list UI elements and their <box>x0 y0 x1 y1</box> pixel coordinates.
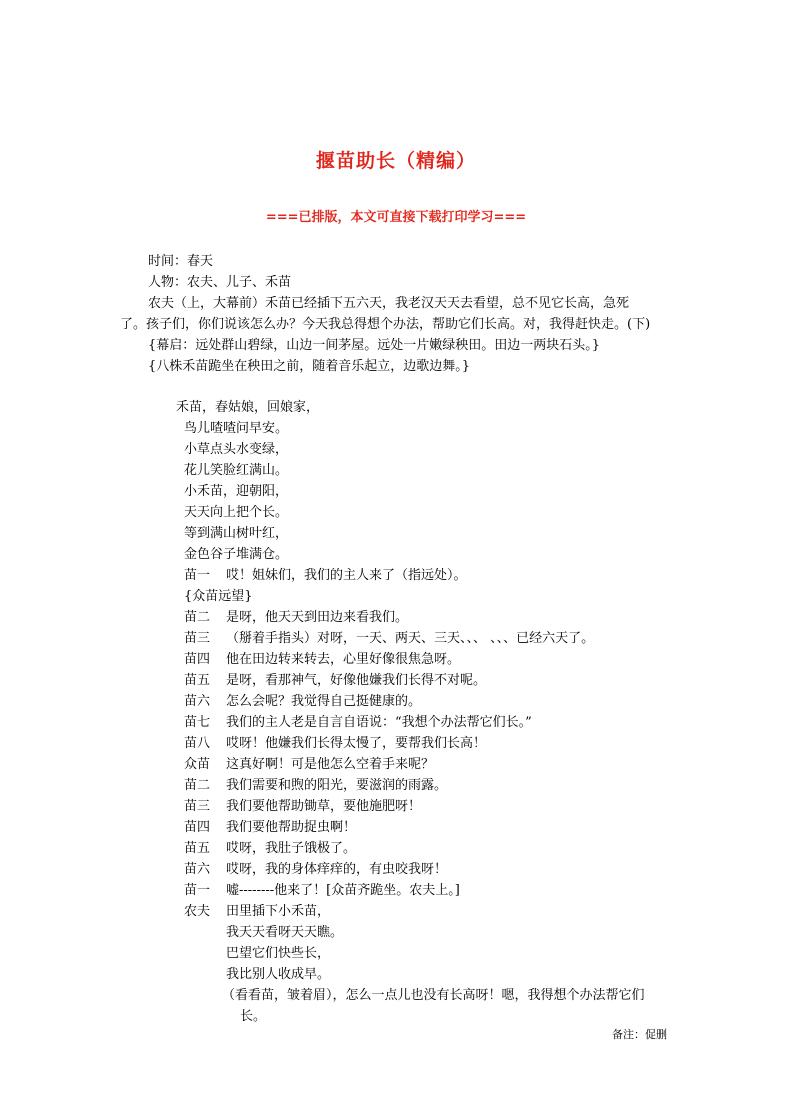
dialogue-line <box>184 589 253 605</box>
dialogue-text: （掰着手指头）对呀，一天、两天、三天、、、 、、、已经六天了。 <box>226 631 595 646</box>
intro-paragraph-line-2: 了。孩子们，你们说该怎么办？今天我总得想个办法，帮助它们长高。对，我得赶快走。(下) <box>120 317 651 332</box>
dialogue-text: 田里插下小禾苗， <box>226 904 331 919</box>
dialogue-text: 我们需要和煦的阳光，要滋润的雨露。 <box>226 778 448 793</box>
dialogue-line <box>184 610 408 626</box>
dialogue-text: 我们要他帮助锄草，要他施肥呀！ <box>226 799 422 814</box>
dialogue-line <box>184 736 486 752</box>
farmer-song-line: 长。 <box>240 1009 267 1024</box>
speaker-name: 苗七 <box>184 715 211 730</box>
dialogue-line <box>184 904 330 920</box>
speaker-name: 苗五 <box>184 673 211 688</box>
dialogue-line <box>184 799 421 815</box>
song-line: 金色谷子堆满仓。 <box>184 547 289 562</box>
dialogue-text: 哎呀，我肚子饿极了。 <box>226 841 357 856</box>
speaker-name: 苗六 <box>184 694 211 709</box>
document-title: 揠苗助长（精编） <box>315 150 476 172</box>
dialogue-line <box>184 568 467 584</box>
dialogue-line <box>184 757 434 773</box>
farmer-song-line: 我比别人收成早。 <box>226 967 331 982</box>
stage-direction-1: {幕启：远处群山碧绿，山边一间茅屋。远处一片嫩绿秧田。田边一两块石头。} <box>148 338 601 353</box>
speaker-name: 苗四 <box>184 652 211 667</box>
dialogue-line <box>184 883 460 899</box>
speaker-name: 苗八 <box>184 736 211 751</box>
speaker-name: 苗一 <box>184 883 211 898</box>
dialogue-line <box>184 652 460 668</box>
document-subtitle: ===已排版，本文可直接下载打印学习=== <box>265 210 527 225</box>
song-line: 禾苗，春姑娘，回娘家， <box>176 400 320 415</box>
dialogue-text: 我们要他帮助捉虫啊！ <box>226 820 357 835</box>
speaker-name: 苗三 <box>184 631 211 646</box>
intro-people: 人物：农夫、儿子、禾苗 <box>148 275 292 290</box>
speaker-name: 众苗 <box>184 757 211 772</box>
dialogue-text: 哎呀，我的身体痒痒的，有虫咬我呀！ <box>226 862 448 877</box>
dialogue-text: 是呀，看那神气，好像他嫌我们长得不对呢。 <box>226 673 487 688</box>
dialogue-line <box>184 778 447 794</box>
dialogue-text: 嘘--------他来了！[众苗齐跪坐。农夫上。] <box>226 883 460 898</box>
farmer-song-line: 巴望它们快些长， <box>226 946 331 961</box>
farmer-song-line: （看看苗，皱着眉），怎么一点儿也没有长高呀！嗯，我得想个办法帮它们 <box>222 988 645 1003</box>
dialogue-text: 哎呀！他嫌我们长得太慢了，要帮我们长高！ <box>226 736 487 751</box>
dialogue-text: 这真好啊！可是他怎么空着手来呢？ <box>226 757 435 772</box>
speaker-name: 苗一 <box>184 568 211 583</box>
dialogue-text: {众苗远望} <box>184 589 253 604</box>
speaker-name: 苗三 <box>184 799 211 814</box>
dialogue-text: 是呀，他天天到田边来看我们。 <box>226 610 409 625</box>
dialogue-text: 哎！姐妹们，我们的主人来了（指远处）。 <box>226 568 467 583</box>
song-line: 鸟儿喳喳问早安。 <box>184 421 289 436</box>
dialogue-line <box>184 694 421 710</box>
song-line: 小草点头水变绿， <box>184 442 289 457</box>
footer-note: 备注：促删 <box>612 1028 667 1041</box>
dialogue-text: 怎么会呢？我觉得自己挺健康的。 <box>226 694 422 709</box>
intro-paragraph-line-1: 农夫（上，大幕前）禾苗已经插下五六天，我老汉天天去看望，总不见它长高，急死 <box>148 296 630 311</box>
dialogue-text: 我们的主人老是自言自语说：“我想个办法帮它们长。” <box>226 715 532 730</box>
song-line: 小禾苗，迎朝阳， <box>184 484 289 499</box>
speaker-name: 苗四 <box>184 820 211 835</box>
dialogue-text: 他在田边转来转去，心里好像很焦急呀。 <box>226 652 461 667</box>
farmer-song-line: 我天天看呀天天瞧。 <box>226 925 344 940</box>
dialogue-line <box>184 820 356 836</box>
dialogue-line <box>184 715 532 731</box>
speaker-name: 苗二 <box>184 610 211 625</box>
dialogue-line <box>184 673 486 689</box>
speaker-name: 苗五 <box>184 841 211 856</box>
song-line: 花儿笑脸红满山。 <box>184 463 289 478</box>
song-line: 等到满山树叶红， <box>184 526 289 541</box>
dialogue-line <box>184 631 594 647</box>
stage-direction-2: {八株禾苗跪坐在秧田之前，随着音乐起立，边歌边舞。} <box>148 359 471 374</box>
intro-time: 时间：春天 <box>148 254 214 269</box>
dialogue-line <box>184 862 447 878</box>
speaker-name: 苗二 <box>184 778 211 793</box>
dialogue-line <box>184 841 356 857</box>
song-line: 天天向上把个长。 <box>184 505 289 520</box>
speaker-name: 苗六 <box>184 862 211 877</box>
speaker-name: 农夫 <box>184 904 211 919</box>
